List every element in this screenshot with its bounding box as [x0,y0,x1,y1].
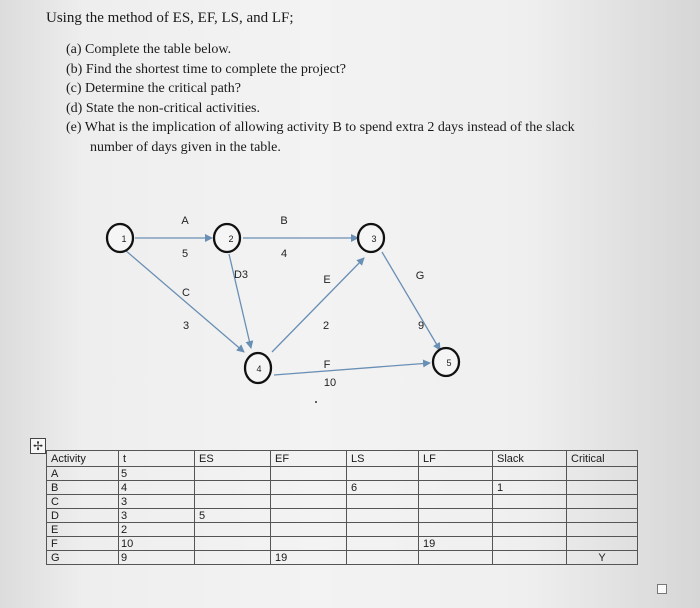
node-3-label: 3 [371,234,377,244]
cell-activity[interactable]: C [47,495,119,509]
cell-critical[interactable] [567,481,638,495]
table-row [47,467,638,481]
edge-c [125,250,244,352]
cell-lf[interactable] [419,495,493,509]
schedule-table [46,450,638,565]
question-part-d: (d) State the non-critical activities. [66,100,260,116]
cell-slack[interactable] [493,551,567,565]
cell-ef[interactable]: 19 [271,551,347,565]
cell-lf[interactable]: 19 [419,537,493,551]
cell-slack[interactable] [493,495,567,509]
cell-critical[interactable] [567,495,638,509]
activity-c-duration: 3 [182,320,190,332]
node-5-label: 5 [446,358,452,368]
table-row [47,481,638,495]
cell-lf[interactable] [419,481,493,495]
question-part-c: (c) Determine the critical path? [66,81,241,96]
cell-t[interactable]: 9 [119,551,195,565]
cell-slack[interactable] [493,509,567,523]
activity-d-duration: 3 [241,269,249,281]
question-part-e: (e) What is the implication of allowing activity B to spend extra 2 days instead of the slack [66,120,575,135]
node-1 [107,224,133,252]
cell-ls[interactable] [347,537,419,551]
edge-e [272,258,364,352]
cell-t[interactable]: 3 [119,509,195,523]
cell-ls[interactable]: 6 [347,481,419,495]
cell-ls[interactable] [347,523,419,537]
cell-lf[interactable] [419,467,493,481]
edge-g [382,252,440,350]
table-row [47,551,638,565]
node-2-label: 2 [228,234,234,244]
header-t: t [119,451,195,467]
cell-t[interactable]: 4 [119,481,195,495]
activity-c-label: C [182,287,190,299]
cell-activity[interactable]: E [47,523,119,537]
cell-slack[interactable] [493,537,567,551]
cell-critical[interactable] [567,523,638,537]
cell-ef[interactable] [271,495,347,509]
activity-d-label [234,269,248,281]
edge-f [274,363,430,375]
activity-e-duration: 2 [322,320,330,332]
activity-a-label: A [181,215,189,227]
table-row [47,495,638,509]
cell-es[interactable] [195,481,271,495]
cell-es[interactable] [195,537,271,551]
cell-slack[interactable]: 1 [493,481,567,495]
cell-ef[interactable] [271,509,347,523]
cell-es[interactable] [195,551,271,565]
cell-slack[interactable] [493,467,567,481]
cell-ef[interactable] [271,481,347,495]
header-critical: Critical [567,451,638,467]
header-lf: LF [419,451,493,467]
cell-t[interactable]: 2 [119,523,195,537]
cell-lf[interactable] [419,551,493,565]
stray-dot [315,401,317,403]
cell-es[interactable] [195,495,271,509]
cell-ls[interactable] [347,551,419,565]
activity-network-diagram [0,190,700,420]
resize-handle-icon[interactable] [657,584,667,594]
node-2 [214,224,240,252]
header-ef: EF [271,451,347,467]
header-es: ES [195,451,271,467]
question-title: Using the method of ES, EF, LS, and LF; [46,10,294,26]
activity-g-duration: 9 [417,320,425,332]
cell-es[interactable]: 5 [195,509,271,523]
cell-lf[interactable] [419,509,493,523]
header-ls: LS [347,451,419,467]
header-slack: Slack [493,451,567,467]
cell-t[interactable]: 5 [119,467,195,481]
cell-ef[interactable] [271,537,347,551]
cell-critical[interactable] [567,537,638,551]
cell-es[interactable] [195,467,271,481]
cell-t[interactable]: 3 [119,495,195,509]
cell-ls[interactable] [347,467,419,481]
table-row [47,523,638,537]
cell-critical[interactable]: Y [567,551,638,565]
cell-critical[interactable] [567,467,638,481]
cell-ef[interactable] [271,523,347,537]
node-1-label: 1 [121,234,127,244]
cell-es[interactable] [195,523,271,537]
cell-ef[interactable] [271,467,347,481]
cell-t[interactable]: 10 [119,537,195,551]
cell-activity[interactable]: F [47,537,119,551]
activity-a-duration: 5 [181,248,189,260]
activity-d-name: D [233,269,242,281]
move-handle-icon[interactable]: ✢ [30,438,46,454]
activity-g-label: G [415,270,425,282]
question-part-e-continued: number of days given in the table. [90,139,281,155]
cell-lf[interactable] [419,523,493,537]
cell-critical[interactable] [567,509,638,523]
cell-activity[interactable]: D [47,509,119,523]
question-part-b: (b) Find the shortest time to complete the project? [66,61,346,77]
cell-ls[interactable] [347,509,419,523]
activity-b-label: B [280,215,288,227]
table-row [47,509,638,523]
cell-ls[interactable] [347,495,419,509]
cell-activity[interactable]: G [47,551,119,565]
activity-b-duration: 4 [280,248,288,260]
table-header-row [47,451,638,467]
question-part-a: (a) Complete the table below. [66,42,232,57]
activity-f-duration: 10 [323,377,337,389]
cell-slack[interactable] [493,523,567,537]
activity-f-label: F [323,359,331,371]
activity-e-label: E [323,274,331,286]
header-activity: Activity [47,451,119,467]
node-4-label: 4 [256,364,262,374]
table-row [47,537,638,551]
cell-activity[interactable]: A [47,467,119,481]
cell-activity[interactable]: B [47,481,119,495]
question-parts [66,40,575,157]
